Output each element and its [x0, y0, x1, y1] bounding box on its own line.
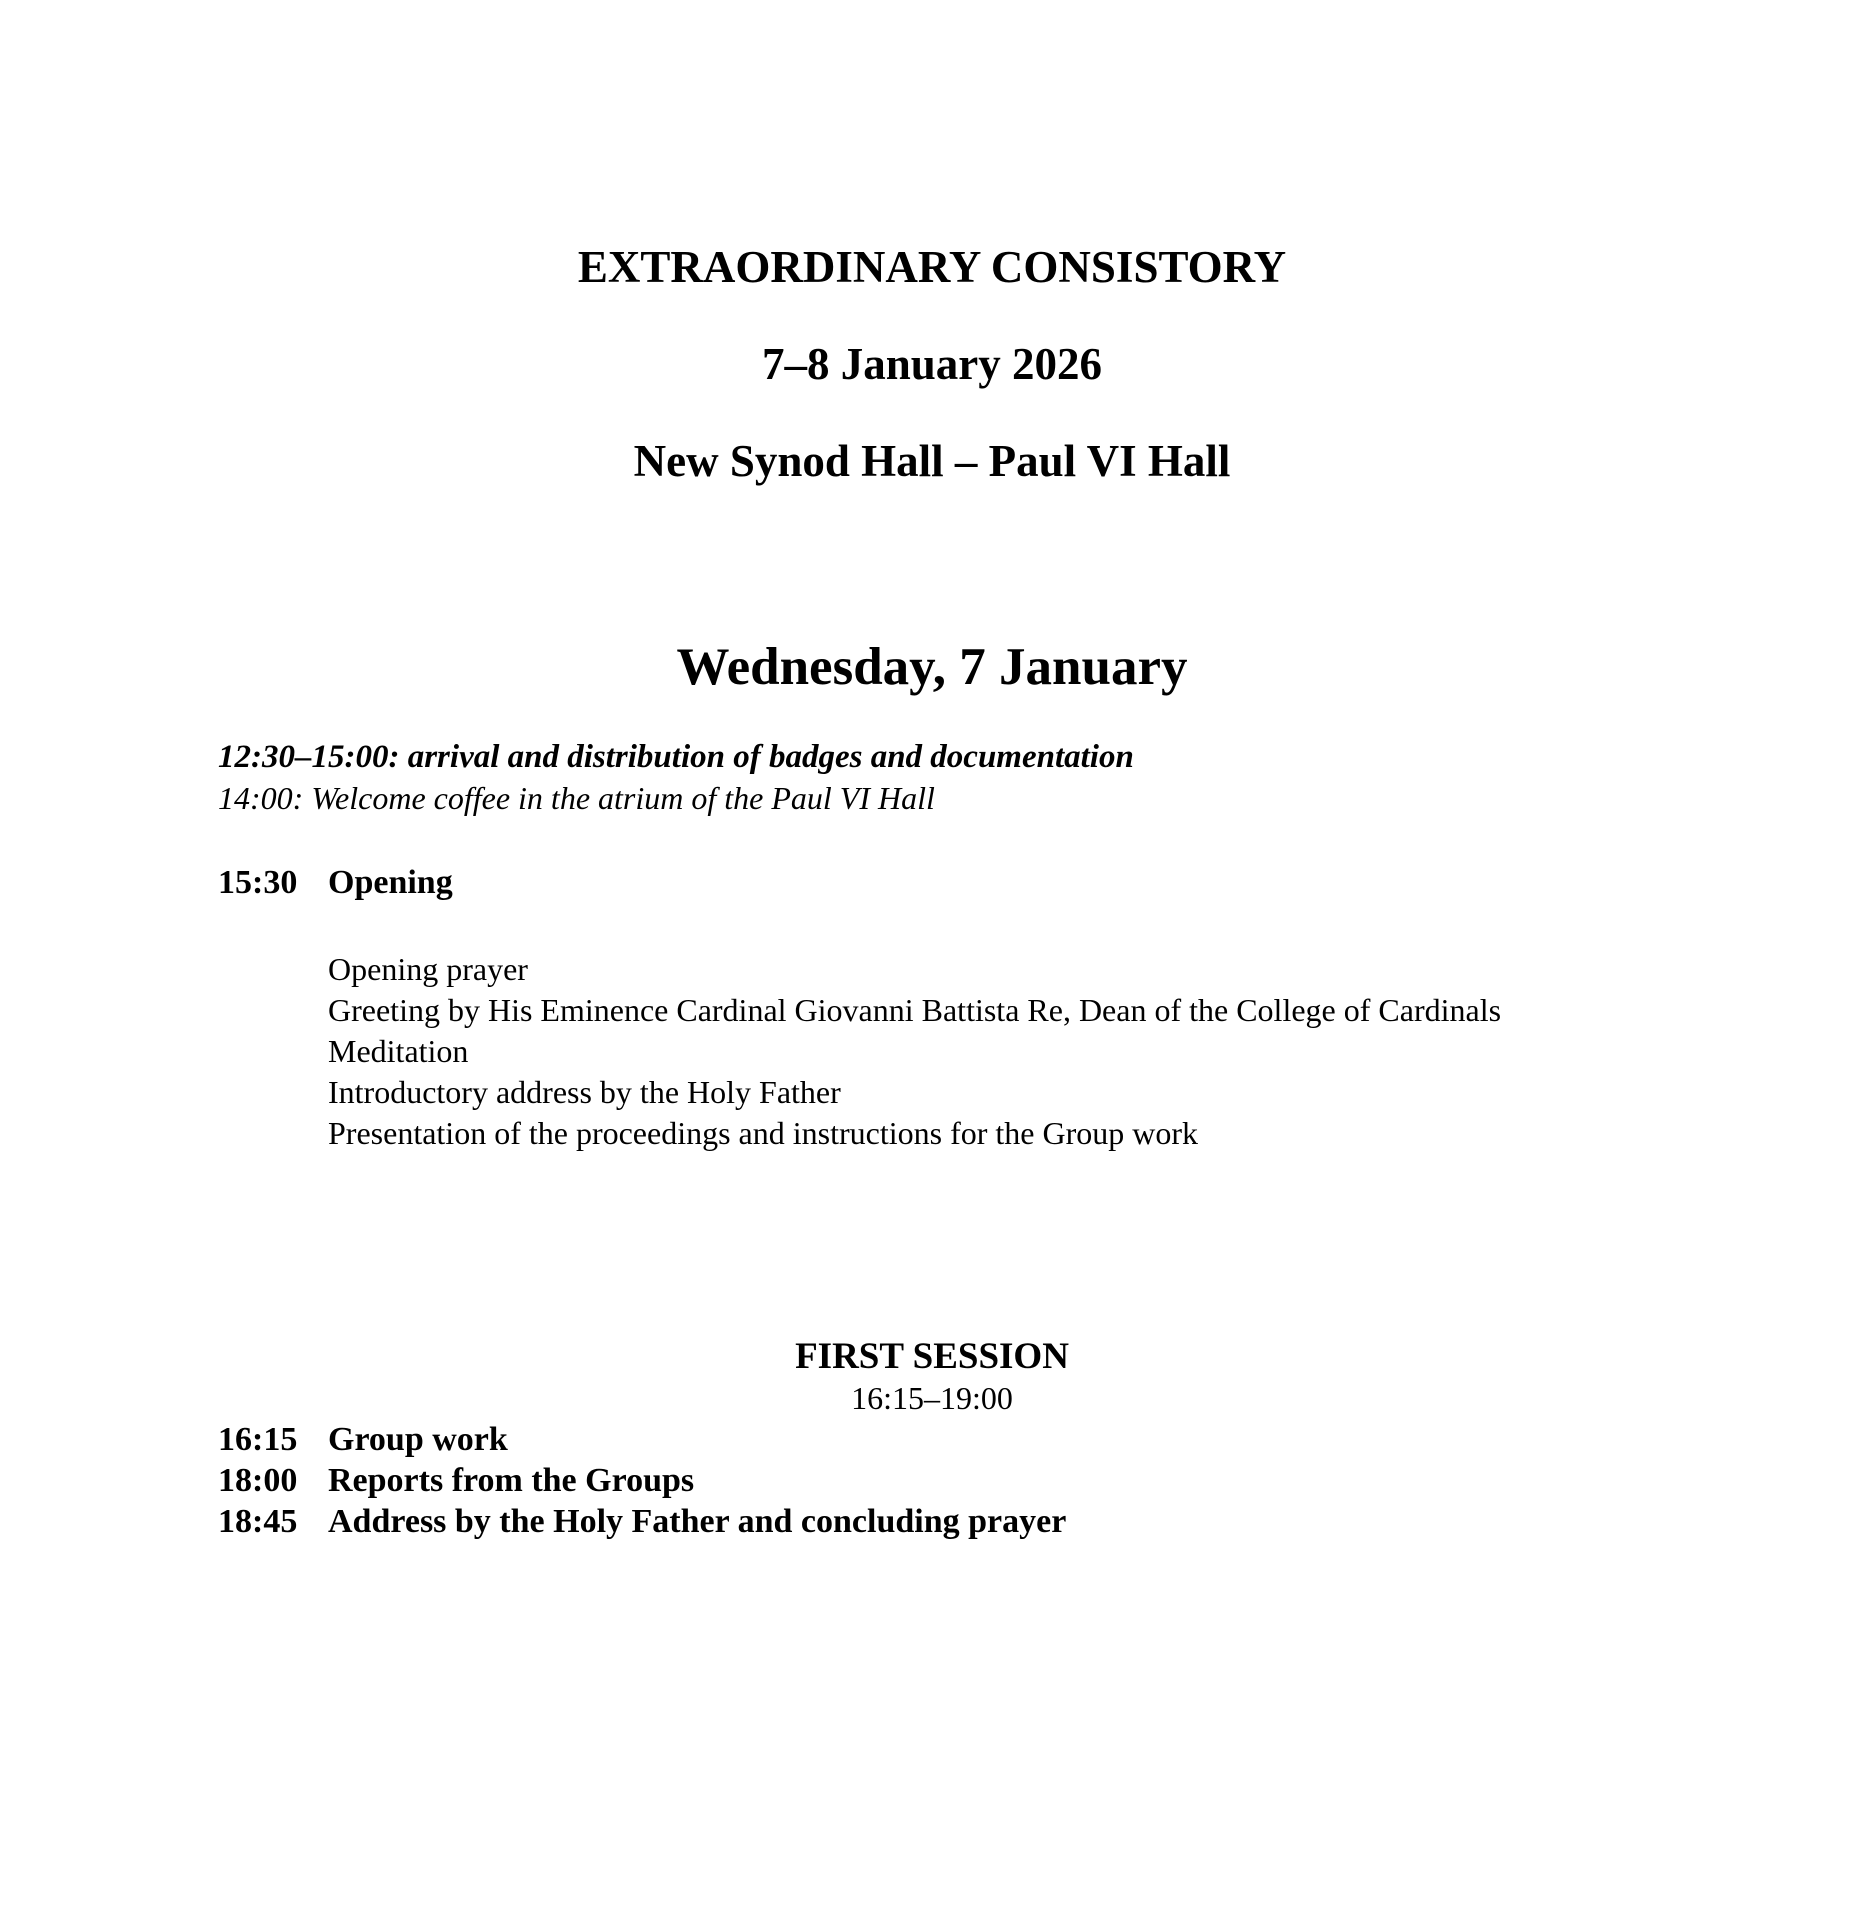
- opening-items-list: [328, 949, 1501, 1154]
- opening-label: Opening: [328, 864, 453, 901]
- session-title: FIRST SESSION: [795, 1336, 1069, 1377]
- item-time: 18:45: [218, 1503, 298, 1540]
- session-time-range: 16:15–19:00: [851, 1380, 1013, 1416]
- item-label: Reports from the Groups: [328, 1462, 695, 1499]
- list-item: Greeting by His Eminence Cardinal Giovanni Battista Re, Dean of the College of Cardinals: [328, 992, 1502, 1028]
- event-venue: New Synod Hall – Paul VI Hall: [633, 436, 1231, 486]
- item-label: Address by the Holy Father and concluding prayer: [328, 1503, 1067, 1540]
- list-item: Introductory address by the Holy Father: [328, 1074, 841, 1110]
- item-time: 18:00: [218, 1462, 298, 1499]
- list-item: Opening prayer: [328, 951, 528, 987]
- list-item: Meditation: [328, 1033, 469, 1069]
- opening-time: 15:30: [218, 864, 298, 901]
- list-item: Presentation of the proceedings and instructions for the Group work: [328, 1115, 1199, 1151]
- coffee-note: 14:00: Welcome coffee in the atrium of the Paul VI Hall: [218, 780, 935, 816]
- day-heading: Wednesday, 7 January: [676, 638, 1188, 696]
- document-title: EXTRAORDINARY CONSISTORY: [577, 242, 1287, 292]
- item-label: Group work: [328, 1421, 508, 1458]
- arrival-note: 12:30–15:00: arrival and distribution of badges and documentation: [218, 739, 1134, 775]
- item-time: 16:15: [218, 1421, 298, 1458]
- event-dates: 7–8 January 2026: [761, 339, 1103, 389]
